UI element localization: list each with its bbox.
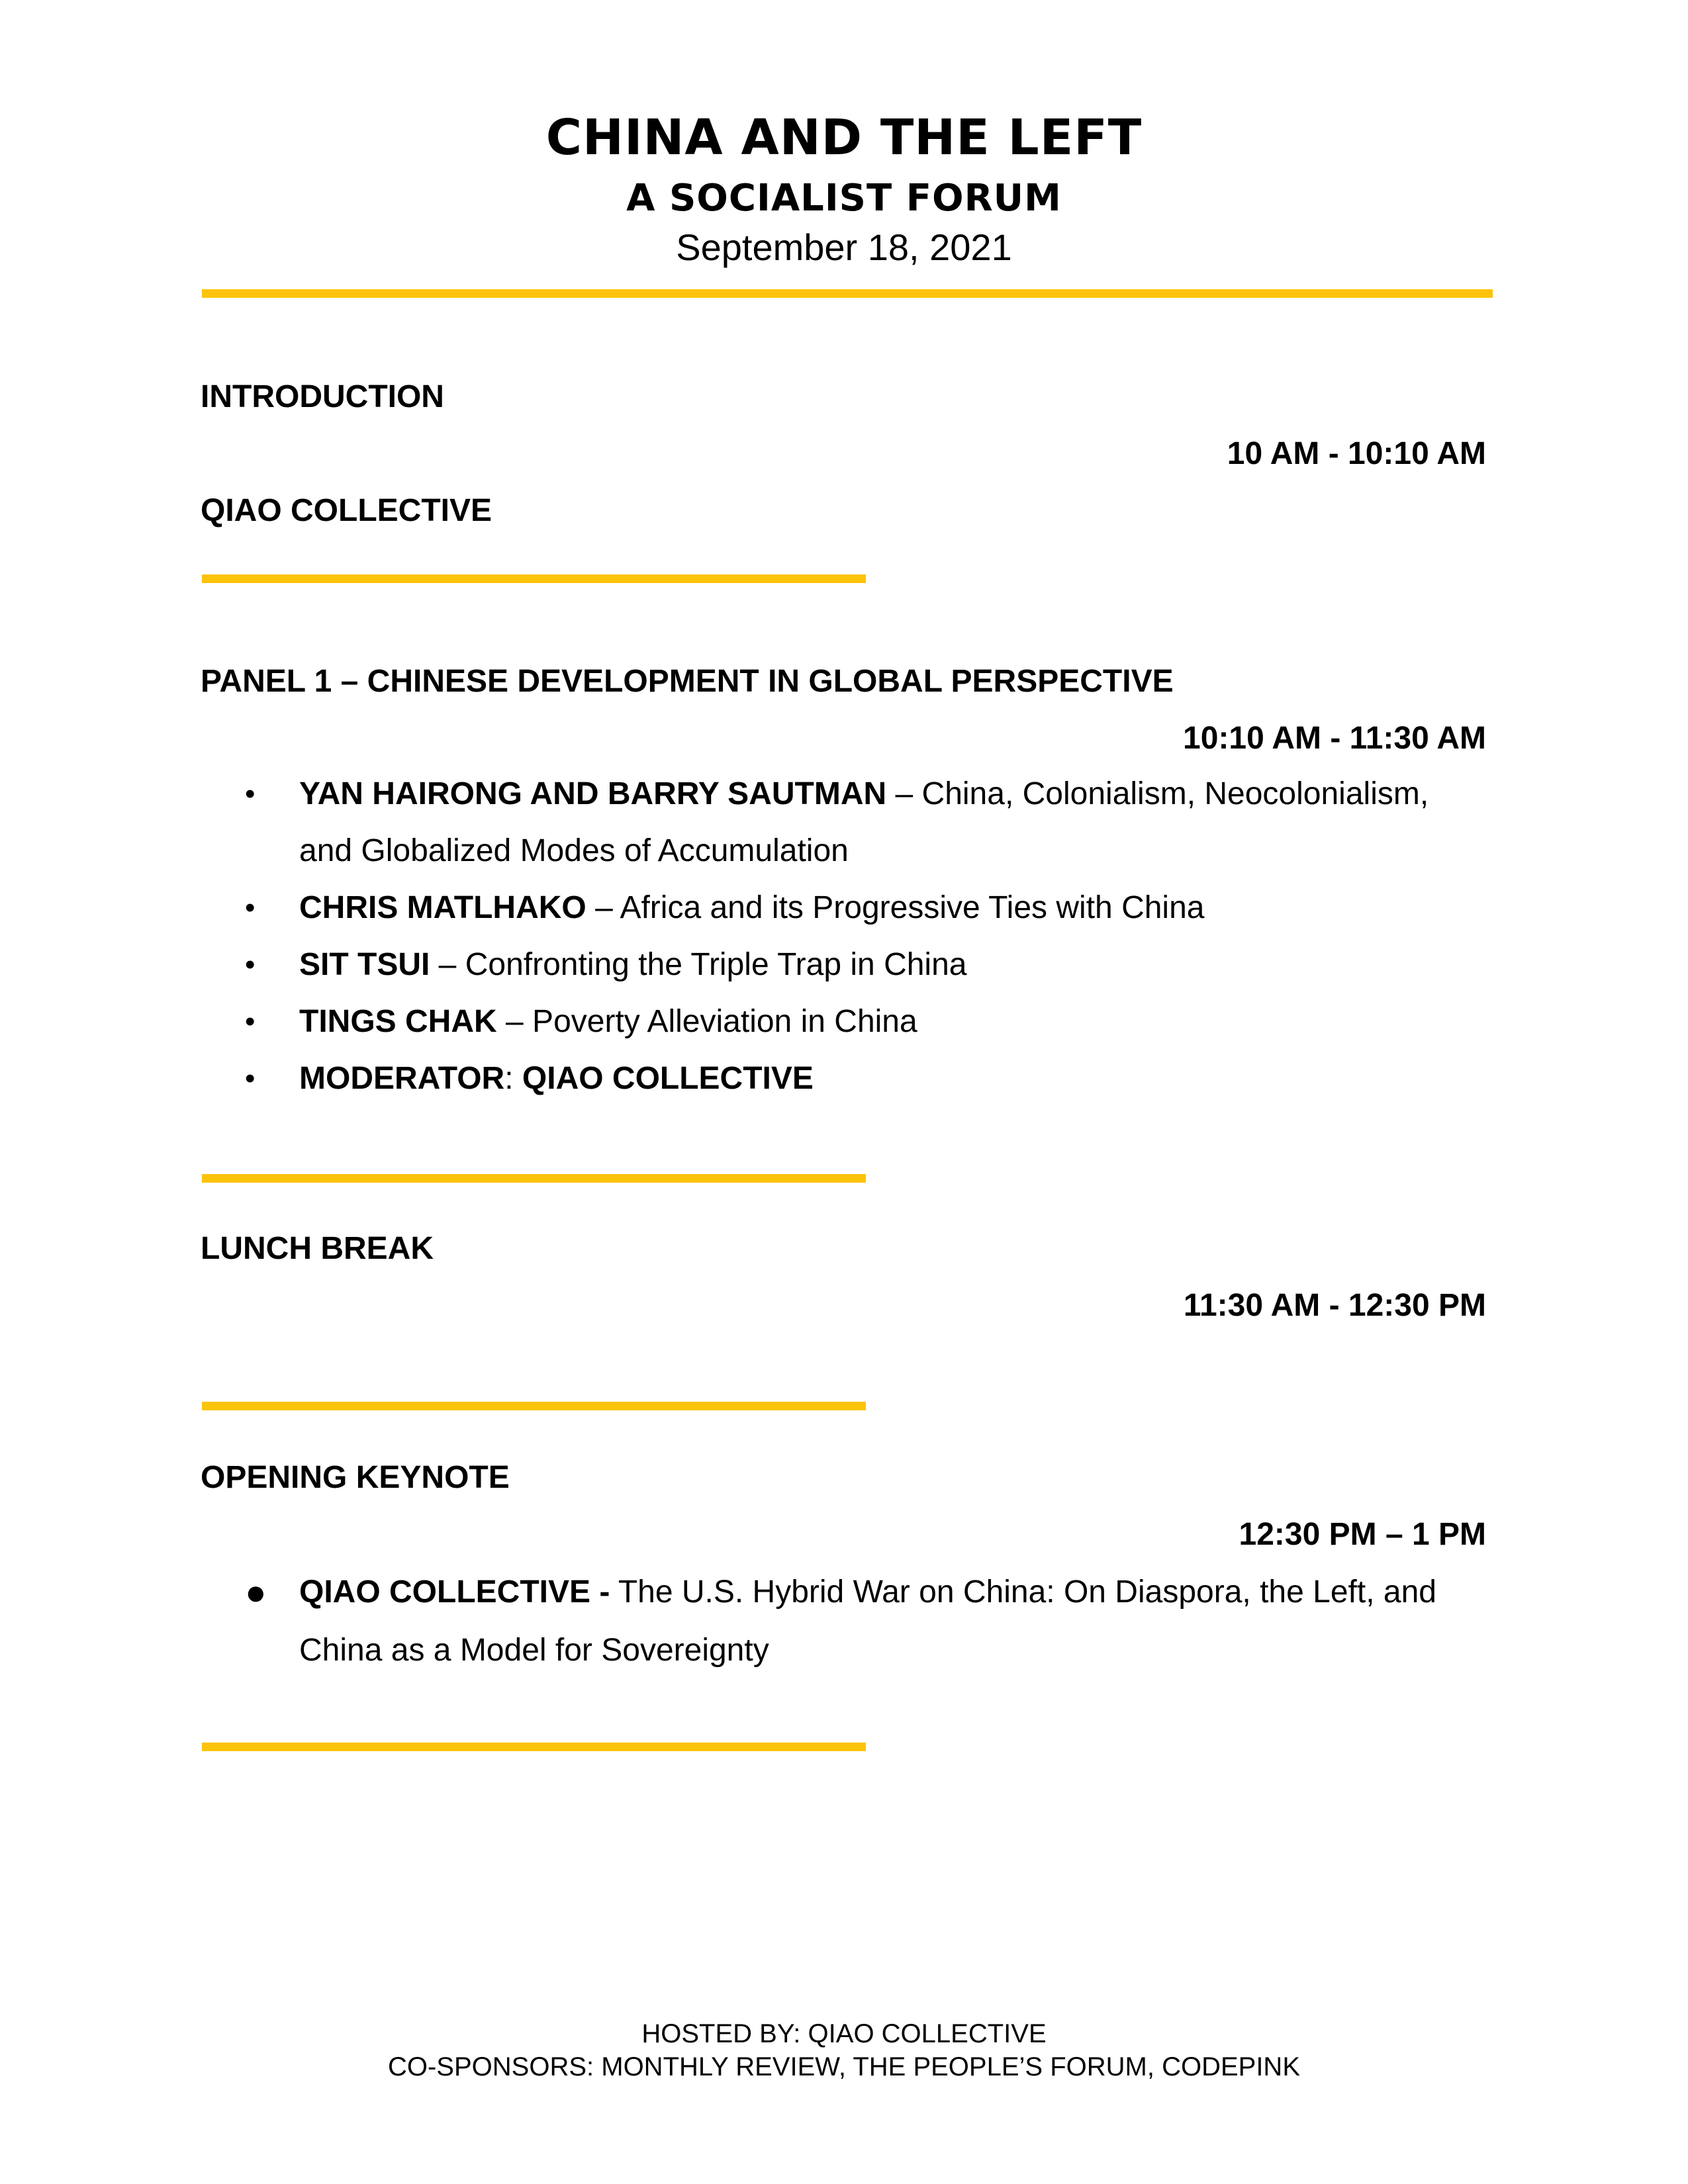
speaker-name: YAN HAIRONG AND BARRY SAUTMAN bbox=[299, 776, 887, 811]
talk-topic: The U.S. Hybrid War on China: On Diaspora, the Left, and bbox=[618, 1574, 1436, 1610]
panel1-heading: PANEL 1 – CHINESE DEVELOPMENT IN GLOBAL PERSPECTIVE bbox=[201, 664, 1174, 699]
footer-hosted-by: HOSTED BY: QIAO COLLECTIVE bbox=[641, 2019, 1047, 2048]
speaker-name: TINGS CHAK bbox=[299, 1004, 497, 1039]
section-divider bbox=[202, 574, 866, 583]
speaker-name: QIAO COLLECTIVE - bbox=[299, 1574, 610, 1610]
separator: – bbox=[886, 776, 922, 811]
panel1-item-3 bbox=[299, 936, 1497, 993]
bullet-icon: • bbox=[245, 948, 256, 981]
forum-date: September 18, 2021 bbox=[676, 226, 1012, 268]
section-divider bbox=[202, 1402, 866, 1410]
keynote-item-continued: China as a Model for Sovereignty bbox=[299, 1633, 769, 1668]
bullet-icon: ● bbox=[245, 1572, 267, 1612]
forum-title: CHINA AND THE LEFT bbox=[545, 109, 1143, 166]
talk-topic: China, Colonialism, Neocolonialism, bbox=[921, 776, 1429, 811]
separator: – bbox=[586, 890, 620, 925]
keynote-heading: OPENING KEYNOTE bbox=[201, 1460, 510, 1495]
talk-topic: Confronting the Triple Trap in China bbox=[465, 947, 967, 982]
panel1-time: 10:10 AM - 11:30 AM bbox=[1183, 721, 1486, 756]
introduction-presenter: QIAO COLLECTIVE bbox=[201, 493, 492, 528]
bullet-icon: • bbox=[245, 1005, 256, 1038]
bullet-icon: • bbox=[245, 778, 256, 810]
lunch-heading: LUNCH BREAK bbox=[201, 1231, 434, 1266]
panel1-moderator bbox=[299, 1050, 1497, 1107]
speaker-name: CHRIS MATLHAKO bbox=[299, 890, 586, 925]
header-divider bbox=[202, 289, 1493, 298]
panel1-item-4 bbox=[299, 993, 1497, 1050]
footer-co-sponsors: CO-SPONSORS: MONTHLY REVIEW, THE PEOPLE’S FORUM, CODEPINK bbox=[387, 2052, 1300, 2081]
panel1-item-1 bbox=[299, 766, 1497, 823]
moderator-name: QIAO COLLECTIVE bbox=[522, 1061, 814, 1096]
forum-subtitle: A SOCIALIST FORUM bbox=[626, 177, 1062, 220]
moderator-label: MODERATOR bbox=[299, 1061, 505, 1096]
introduction-heading: INTRODUCTION bbox=[201, 379, 444, 414]
section-divider bbox=[202, 1174, 866, 1183]
panel1-item-1-continued: and Globalized Modes of Accumulation bbox=[299, 833, 849, 868]
separator: – bbox=[496, 1004, 533, 1039]
bullet-icon: • bbox=[245, 1062, 256, 1095]
introduction-time: 10 AM - 10:10 AM bbox=[1227, 436, 1486, 471]
separator: : bbox=[504, 1061, 522, 1096]
talk-topic: Poverty Alleviation in China bbox=[532, 1004, 917, 1039]
keynote-item bbox=[299, 1564, 1497, 1621]
speaker-name: SIT TSUI bbox=[299, 947, 430, 982]
lunch-time: 11:30 AM - 12:30 PM bbox=[1183, 1288, 1486, 1323]
bullet-icon: • bbox=[245, 891, 256, 924]
keynote-time: 12:30 PM – 1 PM bbox=[1239, 1517, 1486, 1552]
separator: – bbox=[430, 947, 465, 982]
panel1-item-2 bbox=[299, 880, 1497, 936]
section-divider bbox=[202, 1743, 866, 1751]
talk-topic: Africa and its Progressive Ties with China bbox=[620, 890, 1205, 925]
